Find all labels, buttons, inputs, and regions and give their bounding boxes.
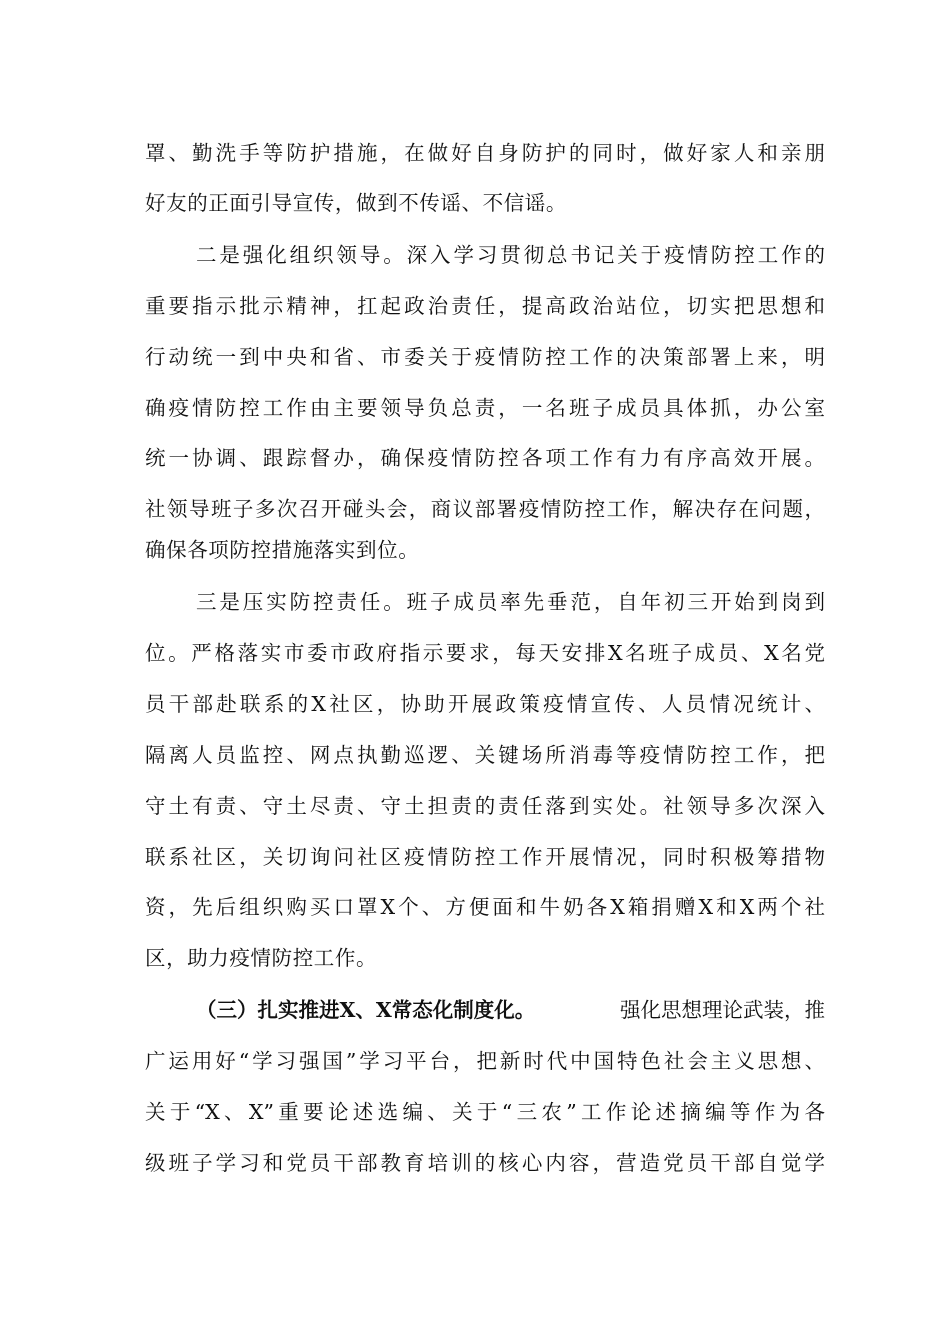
text-line: 社领导班子多次召开碰头会，商议部署疫情防控工作，解决存在问题， — [145, 497, 825, 521]
text-line: 位。严格落实市委市政府指示要求，每天安排X名班子成员、X名党 — [145, 641, 825, 665]
text-line: 好友的正面引导宣传，做到不传谣、不信谣。 — [145, 191, 567, 215]
text-line: 联系社区，关切询问社区疫情防控工作开展情况，同时积极筹措物 — [145, 845, 825, 869]
text-line: 资，先后组织购买口罩X个、方便面和牛奶各X箱捐赠X和X两个社 — [145, 895, 825, 919]
text-line: 级班子学习和党员干部教育培训的核心内容，营造党员干部自觉学 — [145, 1151, 825, 1175]
paragraph-start-line: 三是压实防控责任。班子成员率先垂范，自年初三开始到岗到 — [196, 590, 825, 614]
text-line: 行动统一到中央和省、市委关于疫情防控工作的决策部署上来，明 — [145, 345, 825, 369]
text-line: 罩、勤洗手等防护措施，在做好自身防护的同时，做好家人和亲朋 — [145, 141, 825, 165]
section-heading: （三）扎实推进X、X常态化制度化。 — [196, 998, 536, 1022]
text-line: 隔离人员监控、网点执勤巡逻、关键场所消毒等疫情防控工作，把 — [145, 743, 825, 767]
text-line: 关于“X、X”重要论述选编、关于“三农”工作论述摘编等作为各 — [145, 1100, 825, 1124]
text-line: 广运用好“学习强国”学习平台，把新时代中国特色社会主义思想、 — [145, 1049, 825, 1073]
text-line: 确疫情防控工作由主要领导负总责，一名班子成员具体抓，办公室 — [145, 396, 825, 420]
text-line: 强化思想理论武装，推 — [620, 998, 825, 1022]
text-line: 员干部赴联系的X社区，协助开展政策疫情宣传、人员情况统计、 — [145, 692, 825, 716]
text-line: 区，助力疫情防控工作。 — [145, 946, 378, 970]
text-line: 统一协调、跟踪督办，确保疫情防控各项工作有力有序高效开展。 — [145, 446, 825, 470]
text-line: 守土有责、守土尽责、守土担责的责任落到实处。社领导多次深入 — [145, 794, 825, 818]
text-line: 确保各项防控措施落实到位。 — [145, 538, 420, 562]
text-line: 重要指示批示精神，扛起政治责任，提高政治站位，切实把思想和 — [145, 294, 825, 318]
section-heading-line — [196, 996, 825, 1024]
paragraph-start-line: 二是强化组织领导。深入学习贯彻总书记关于疫情防控工作的 — [196, 243, 825, 267]
